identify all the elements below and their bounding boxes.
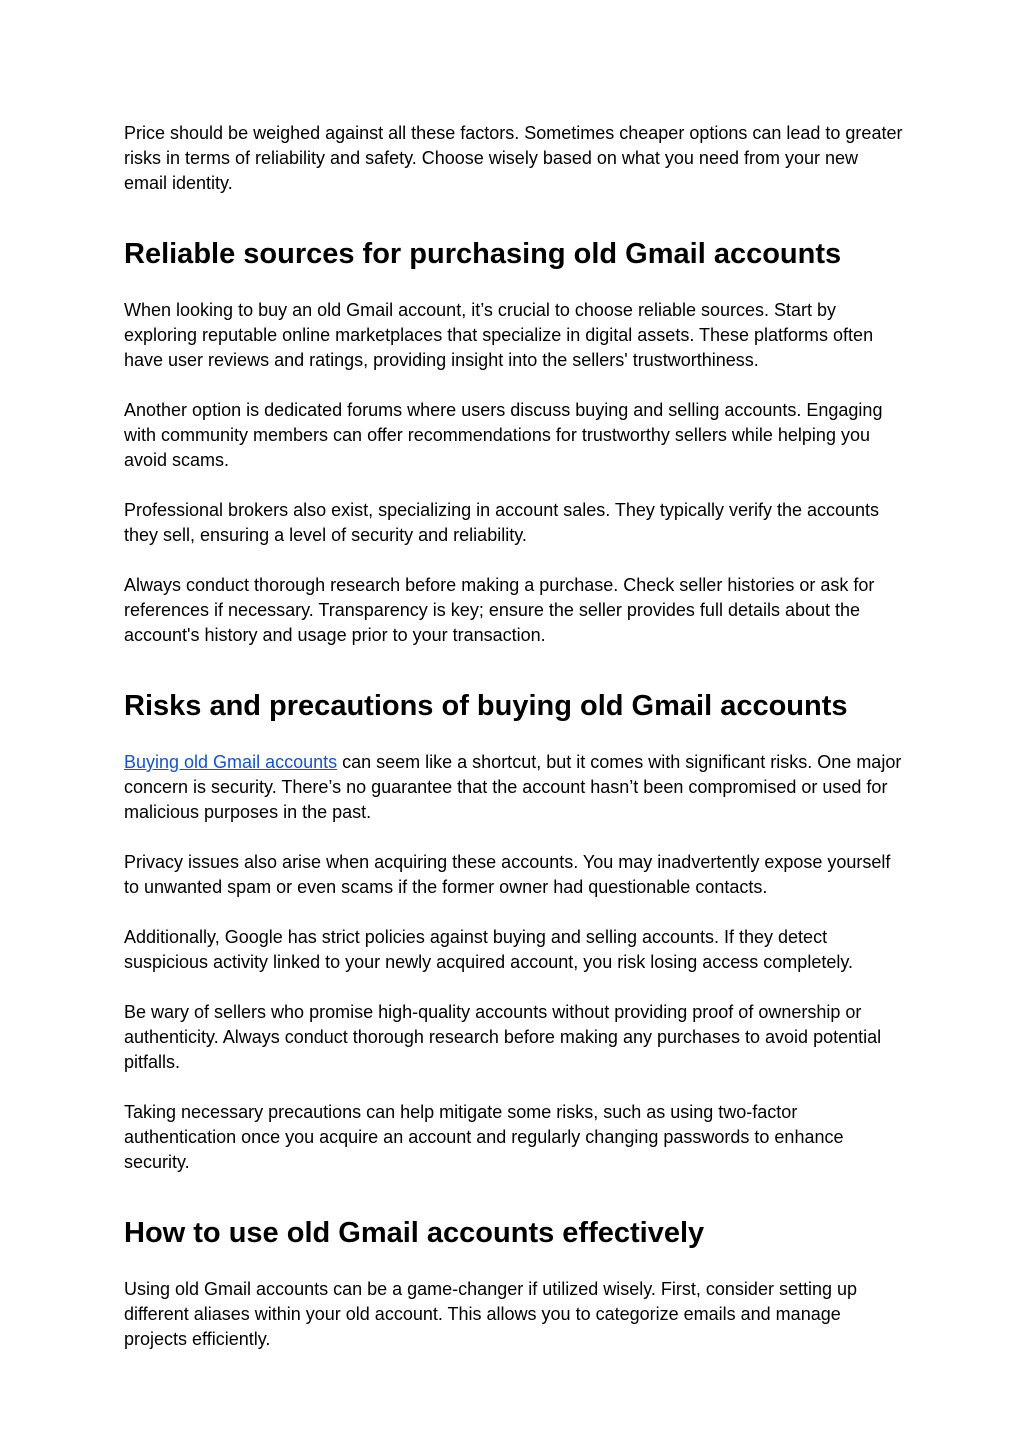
paragraph: Always conduct thorough research before making a purchase. Check seller histories or ask for references if necessary. Transparency is key; ensure the seller provides full details about the account's history and usage prior to your transaction.	[124, 575, 875, 645]
buying-old-gmail-accounts-link[interactable]: Buying old Gmail accounts	[124, 752, 338, 772]
intro-paragraph: Price should be weighed against all these factors. Sometimes cheaper options can lead to greater risks in terms of reliability and safety. Choose wisely based on what you need from your new email identity.	[124, 123, 903, 193]
paragraph: Taking necessary precautions can help mitigate some risks, such as using two-factor authentication once you acquire an account and regularly changing passwords to enhance security.	[124, 1102, 844, 1172]
section-heading-how-to-use: How to use old Gmail accounts effectively	[124, 1217, 705, 1249]
paragraph: Professional brokers also exist, specializing in account sales. They typically verify the accounts they sell, ensuring a level of security and reliability.	[124, 500, 880, 545]
paragraph: Another option is dedicated forums where users discuss buying and selling accounts. Engaging with community members can offer recommendations for trustworthy sellers while helping you avoid scams.	[124, 400, 883, 470]
paragraph: When looking to buy an old Gmail account, it’s crucial to choose reliable sources. Start by exploring reputable online marketplaces that specialize in digital assets. These platforms often have user reviews and ratings, providing insight into the sellers' trustworthiness.	[124, 300, 874, 370]
paragraph-with-link	[124, 750, 904, 825]
paragraph: Privacy issues also arise when acquiring these accounts. You may inadvertently expose yourself to unwanted spam or even scams if the former owner had questionable contacts.	[124, 852, 891, 897]
section-heading-reliable-sources: Reliable sources for purchasing old Gmail accounts	[124, 238, 842, 270]
paragraph: Be wary of sellers who promise high-quality accounts without providing proof of ownership or authenticity. Always conduct thorough research before making any purchases to avoid potential pitfalls.	[124, 1002, 882, 1072]
document-page	[124, 121, 904, 1352]
paragraph: Additionally, Google has strict policies against buying and selling accounts. If they detect suspicious activity linked to your newly acquired account, you risk losing access completely.	[124, 927, 853, 972]
paragraph: Using old Gmail accounts can be a game-changer if utilized wisely. First, consider setting up different aliases within your old account. This allows you to categorize emails and manage projects efficiently.	[124, 1279, 858, 1349]
section-heading-risks: Risks and precautions of buying old Gmail accounts	[124, 690, 848, 722]
paragraph-text: can seem like a shortcut, but it comes with significant risks. One major concern is security. There’s no guarantee that the account hasn’t been compromised or used for malicious purposes in the past.	[124, 752, 902, 822]
